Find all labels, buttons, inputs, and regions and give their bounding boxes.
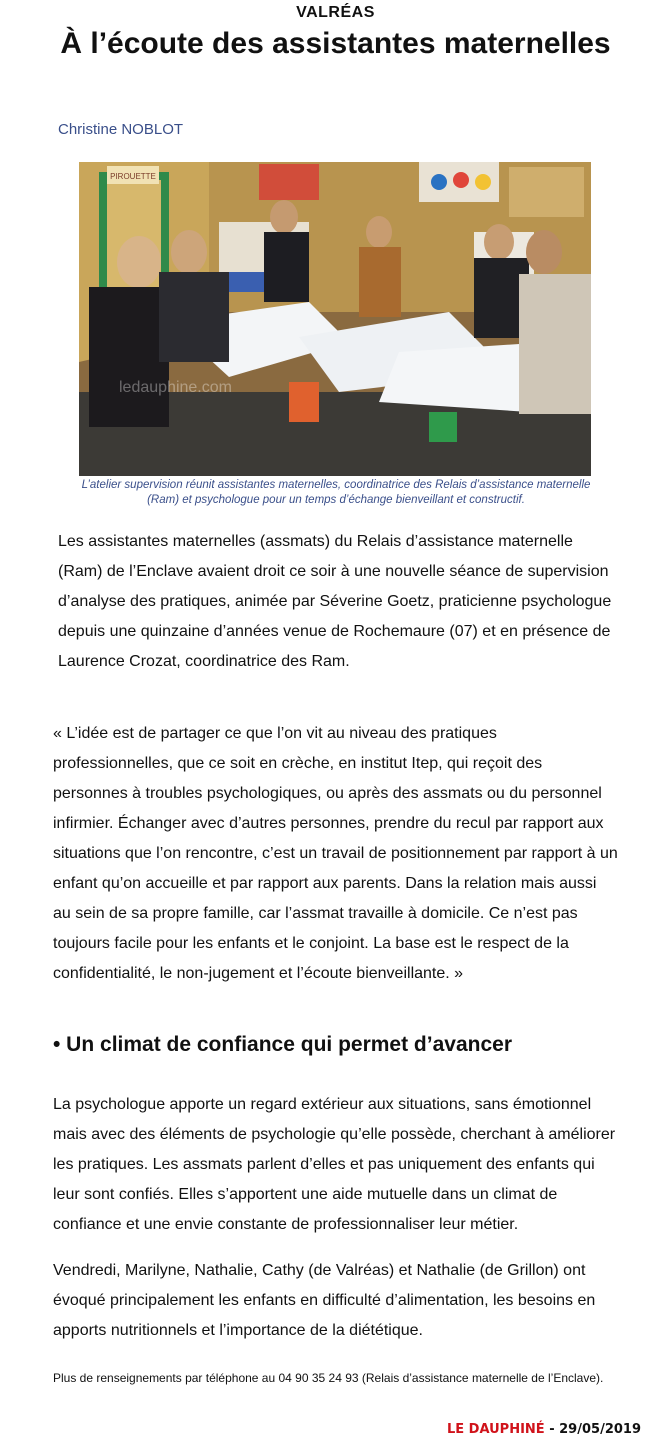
section-kicker: VALRÉAS bbox=[296, 4, 375, 21]
source-separator: - bbox=[544, 1422, 560, 1437]
pirouette-sign bbox=[107, 166, 159, 184]
photo-caption: L’atelier supervision réunit assistantes maternelles, coordinatrice des Relais d’assistance maternelle (Ram) et psychologue pour un temps d’échange bienveillant et constructif. bbox=[81, 479, 591, 506]
paragraph-contact: Plus de renseignements par téléphone au 04 90 35 24 93 (Relais d’assistance maternelle de l’Enclave). bbox=[53, 1371, 604, 1385]
paragraph-quote: « L’idée est de partager ce que l’on vit au niveau des pratiques professionnelles, que ce soit en crèche, en institut Itep, qui reçoit des personnes à troubles psychologiques, ou après des assmats ou du personnel infirmier. Échanger avec d’autres personnes, prendre du recul par rapport aux situations que l’on rencontre, c’est un travail de positionnement par rapport à un enfant qu’on accueille et par rapport aux parents. Dans la relation mais aussi au sein de sa propre famille, car l’assmat travaille à domicile. Ce n’est pas toujours facile pour les enfants et le conjoint. La base est le respect de la confidentialité, le non-jugement et l’écoute bienveillante. » bbox=[53, 725, 618, 982]
article-photo bbox=[79, 162, 591, 476]
author-byline: Christine NOBLOT bbox=[58, 121, 184, 138]
pirouette-sign-text: PIROUETTE bbox=[110, 172, 156, 181]
paragraph-friday: Vendredi, Marilyne, Nathalie, Cathy (de Valréas) et Nathalie (de Grillon) ont évoqué principalement les enfants en difficulté d’alimentation, les besoins en apports nutritionnels et l’importance de la diététique. bbox=[53, 1262, 596, 1339]
article-title: À l’écoute des assistantes maternelles bbox=[60, 27, 611, 60]
paragraph-psychologist: La psychologue apporte un regard extérieur aux situations, sans émotionnel mais avec des éléments de psychologie qu’elle possède, cherchant à améliorer les pratiques. Les assmats parlent d’elles et pas uniquement des enfants qui leur sont confiés. Elles s’apportent une aide mutuelle dans un climat de confiance et une envie constante de professionnaliser leur métier. bbox=[53, 1096, 616, 1233]
publication-date: 29/05/2019 bbox=[559, 1422, 641, 1437]
source-credit bbox=[447, 1422, 641, 1437]
photo-watermark: ledauphine.com bbox=[119, 379, 232, 396]
newspaper-name: LE DAUPHINÉ bbox=[446, 1422, 545, 1437]
paragraph-intro: Les assistantes maternelles (assmats) du Relais d’assistance maternelle (Ram) de l’Enclave avaient droit ce soir à une nouvelle séance de supervision d’analyse des pratiques, animée par Séverine Goetz, praticienne psychologue depuis une quinzaine d’années venue de Rochemaure (07) et en présence de Laurence Crozat, coordinatrice des Ram. bbox=[58, 533, 612, 670]
subheading: • Un climat de confiance qui permet d’avancer bbox=[53, 1033, 512, 1056]
